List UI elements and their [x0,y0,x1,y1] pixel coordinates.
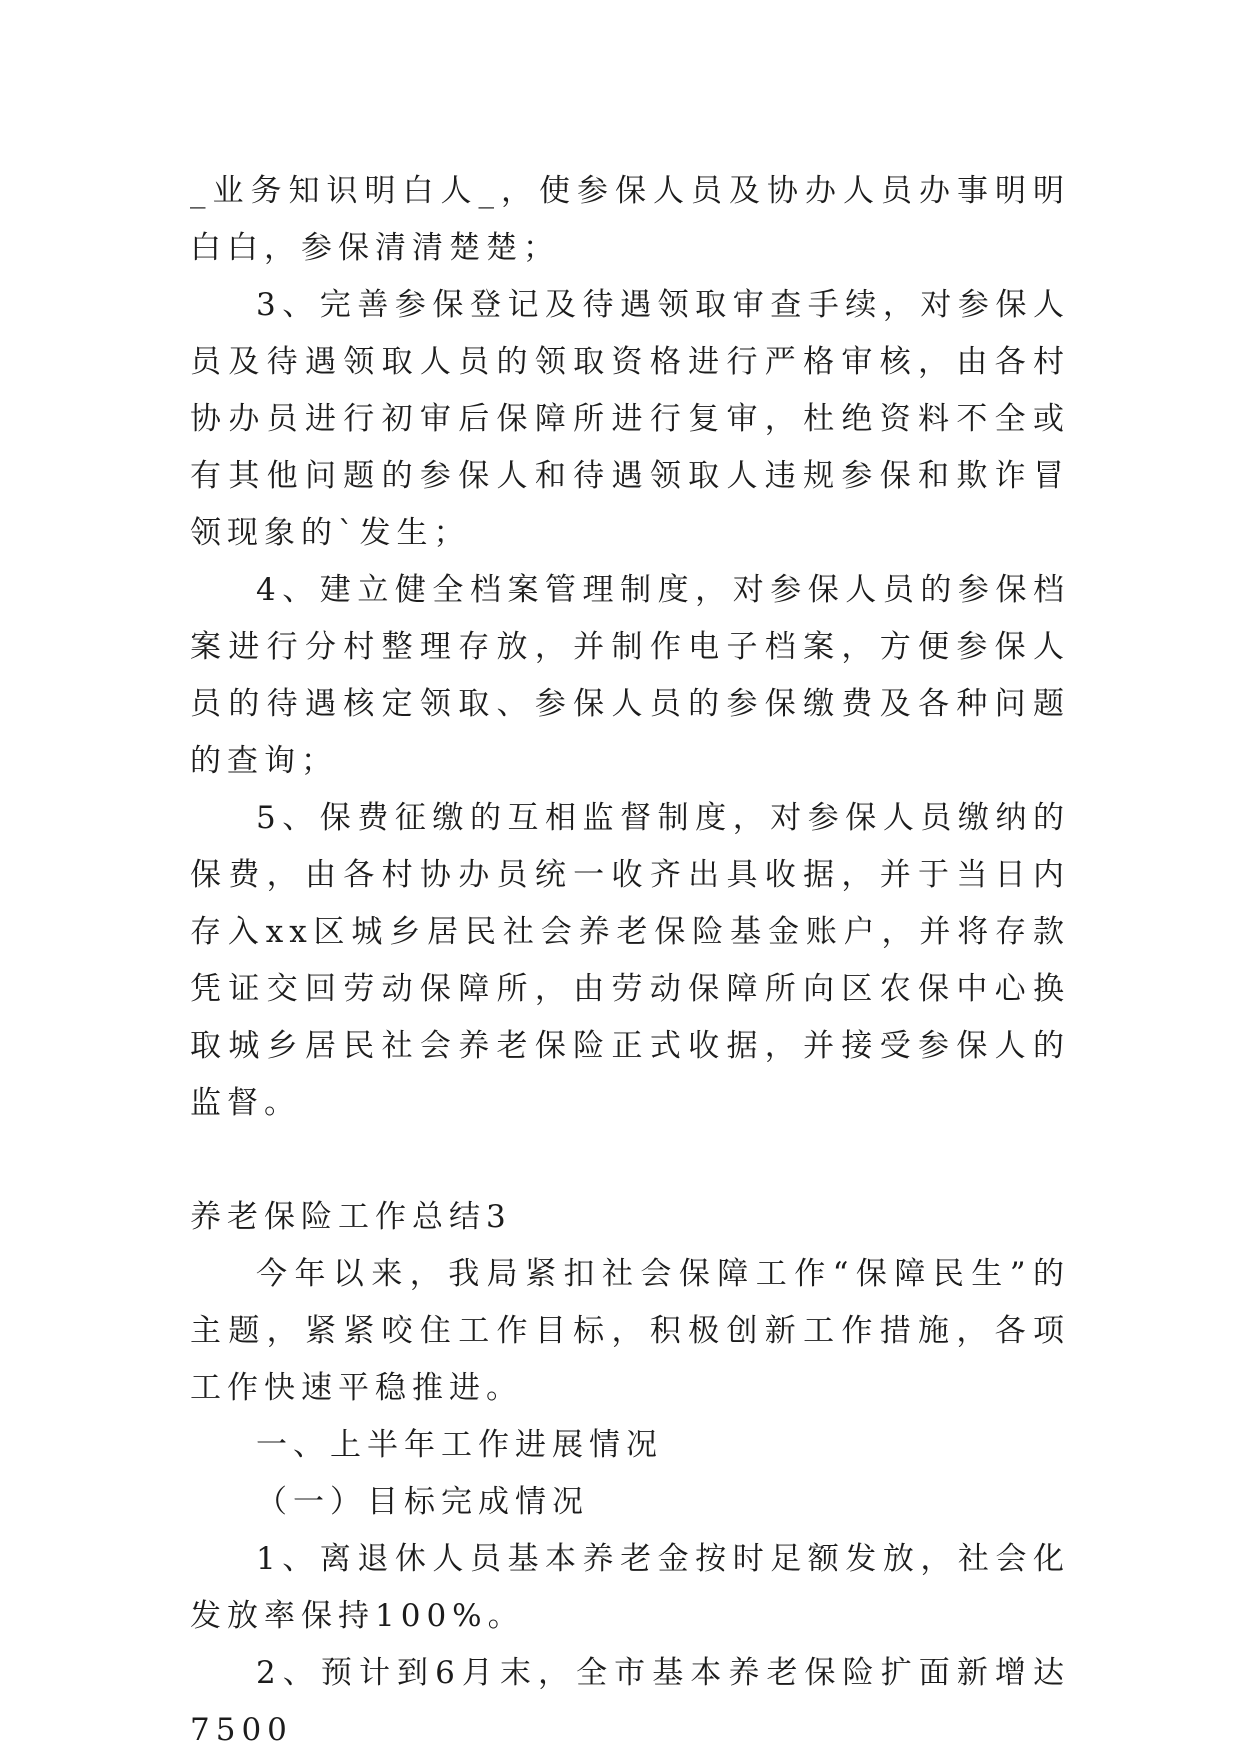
paragraph-item-5: 5、保费征缴的互相监督制度，对参保人员缴纳的保费，由各村协办员统一收齐出具收据，并于当日内存入xx区城乡居民社会养老保险基金账户，并将存款凭证交回劳动保障所，由劳动保障所向区农保中心换取城乡居民社会养老保险正式收据，并接受参保人的监督。 [190,800,1070,1121]
paragraph-target-2: 2、预计到6月末，全市基本养老保险扩面新增达7500 [190,1655,1070,1748]
paragraph-continuation: _业务知识明白人_，使参保人员及协办人员办事明明白白，参保清清楚楚； [190,173,1070,266]
document-body [190,163,1070,1759]
paragraph-item-4: 4、建立健全档案管理制度，对参保人员的参保档案进行分村整理存放，并制作电子档案，方便参保人员的待遇核定领取、参保人员的参保缴费及各种问题的查询； [190,572,1070,779]
heading-progress: 一、上半年工作进展情况 [256,1427,663,1463]
paragraph-item-3: 3、完善参保登记及待遇领取审查手续，对参保人员及待遇领取人员的领取资格进行严格审核，由各村协办员进行初审后保障所进行复审，杜绝资料不全或有其他问题的参保人和待遇领取人违规参保和欺诈冒领现象的`发生； [190,287,1070,551]
section-intro: 今年以来，我局紧扣社会保障工作“保障民生”的主题，紧紧咬住工作目标，积极创新工作措施，各项工作快速平稳推进。 [190,1256,1070,1406]
subheading-targets: （一）目标完成情况 [256,1484,589,1520]
paragraph-target-1: 1、离退休人员基本养老金按时足额发放，社会化发放率保持100%。 [190,1541,1070,1634]
section-gap [190,1132,1070,1189]
section-title: 养老保险工作总结3 [190,1199,512,1235]
